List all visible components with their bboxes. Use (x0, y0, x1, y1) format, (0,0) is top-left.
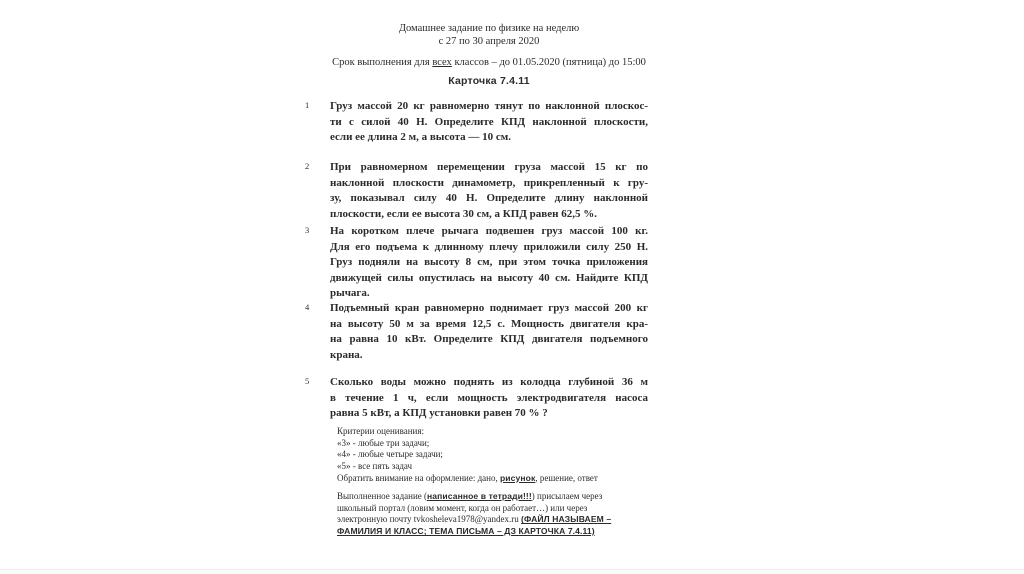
doc-title-line-1: Домашнее задание по физике на неделю (398, 23, 580, 34)
deadline-line (330, 56, 648, 69)
problem-text-line: если ее длина 2 м, а высота — 10 см. (330, 131, 512, 143)
text-segment: Выполненное задание ( (337, 491, 428, 501)
problem-3 (305, 224, 648, 302)
criteria-grade-5 (337, 461, 667, 473)
problem-text-line: зу, показывал силу 40 Н. Определите длину наклонной (330, 192, 648, 204)
text-segment: «4» - любые четыре задачи; (337, 449, 443, 460)
problem-number: 4 (305, 302, 310, 312)
problem-text-line: рычага. (330, 287, 370, 299)
problem-number: 1 (305, 100, 310, 110)
horizontal-scrollbar[interactable] (0, 569, 1024, 574)
problem-number: 3 (305, 225, 310, 235)
problem-text-line: На коротком плече рычага подвешен груз массой 100 кг. (330, 225, 648, 237)
submission-line-3-email (337, 514, 667, 526)
text-segment: Обратить внимание на оформление: дано, (337, 472, 500, 483)
problem-4 (305, 301, 648, 363)
problem-text-line: ти с силой 40 Н. Определите КПД наклонной плоскости, (330, 115, 648, 128)
text-segment: классов – до 01.05.2020 (пятница) до 15:00 (451, 57, 646, 68)
text-segment: всех (432, 57, 452, 68)
problem-text-line: плоскости, если ее высота 30 см, а КПД равен 62,5 %. (330, 207, 597, 220)
text-segment: ) присылаем через (531, 491, 603, 501)
problem-2 (305, 160, 648, 222)
text-segment: «5» - все пять задач (337, 461, 413, 472)
problem-5 (305, 375, 648, 422)
text-segment: написанное в тетради!!! (427, 491, 532, 501)
text-segment: электронную почту tvkosheleva1978@yandex.ru (337, 514, 522, 525)
submission-line-1 (337, 491, 667, 503)
problem-text-line: равна 5 кВт, а КПД установки равен 70 % ? (330, 407, 548, 419)
problem-text-line: движущей силы опустилась на высоту 40 см. Найдите КПД (330, 271, 648, 284)
criteria-formatting-note (337, 473, 667, 485)
text-segment: , решение, ответ (535, 472, 598, 483)
text-segment: рисунок (499, 472, 536, 483)
text-segment: Критерии оценивания: (337, 426, 424, 436)
document-header (330, 22, 648, 88)
problem-text-line: Груз подняли на высоту 8 см, при этом точка приложения (330, 256, 648, 268)
problem-text-line: на равна 10 кВт. Определите КПД двигателя подъемного (330, 333, 648, 345)
text-segment: «3» - любые три задачи; (337, 437, 430, 448)
problem-text-line: на высоту 50 м за время 12,5 с. Мощность двигателя кра- (330, 317, 648, 330)
criteria-grade-3 (337, 438, 667, 450)
problem-1 (305, 99, 648, 146)
problem-text-line: При равномерном перемещении груза массой 15 кг по (330, 161, 648, 173)
text-segment: школьный портал (ловим момент, когда он работает…) или через (337, 502, 588, 513)
submission-block (337, 491, 667, 538)
submission-line-2 (337, 503, 667, 515)
problem-text-line: Для его подъема к длинному плечу приложили силу 250 Н. (330, 240, 648, 253)
problem-number: 5 (305, 376, 310, 386)
criteria-grade-4 (337, 449, 667, 461)
submission-line-4 (337, 526, 667, 538)
criteria-heading (337, 426, 667, 438)
text-segment: Срок выполнения для (332, 57, 433, 68)
doc-title-line-2: с 27 по 30 апреля 2020 (438, 36, 540, 47)
card-title: Карточка 7.4.11 (448, 75, 530, 87)
problem-text-line: Подъемный кран равномерно поднимает груз массой 200 кг (330, 302, 648, 314)
problem-text-line: Груз массой 20 кг равномерно тянут по наклонной плоскос- (330, 100, 648, 112)
problem-text-line: в течение 1 ч, если мощность электродвигателя насоса (330, 391, 648, 404)
text-segment: (ФАЙЛ НАЗЫВАЕМ – (521, 514, 612, 525)
text-segment: ФАМИЛИЯ И КЛАСС; ТЕМА ПИСЬМА – ДЗ КАРТОЧКА 7.4.11) (337, 526, 595, 537)
problem-text-line: наклонной плоскости динамометр, прикрепленный к гру- (330, 176, 648, 189)
problem-number: 2 (305, 161, 310, 171)
problem-text-line: Сколько воды можно поднять из колодца глубиной 36 м (330, 376, 648, 388)
problem-text-line: крана. (330, 348, 363, 361)
criteria-block (337, 426, 667, 485)
